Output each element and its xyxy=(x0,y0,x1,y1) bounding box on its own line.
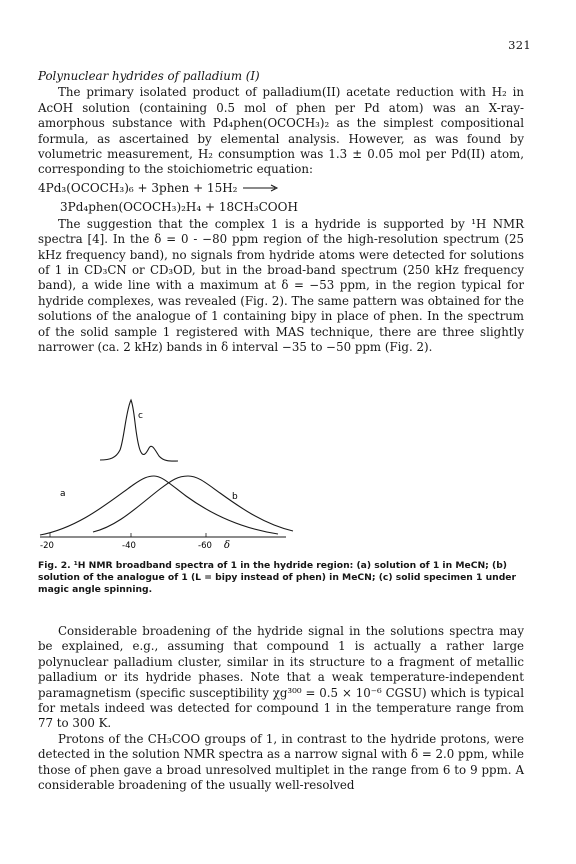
label-b: b xyxy=(232,492,238,502)
equation-line-2: 3Pd₄phen(OCOCH₃)₂H₄ + 18CH₃COOH xyxy=(60,199,298,214)
page-number: 321 xyxy=(508,38,531,52)
label-c: c xyxy=(138,411,143,421)
spectrum-b-curve xyxy=(93,476,293,532)
delta-axis-symbol: δ xyxy=(224,540,231,551)
paragraph-2: The suggestion that the complex 1 is a hydride is supported by ¹H NMR spectra [4]. In the δ = 0 - −80 ppm region of the high-resolution spectrum (25 kHz frequency band), no signals from hydride atoms were detected for solutions of 1 in CD₃CN or CD₃OD, but in the broad-band spectrum (250 kHz frequency band), a wide line with a maximum at δ = −53 ppm, in the region typical for hydride complexes, was revealed (Fig. 2). The same pattern was obtained for the solutions of the analogue of 1 containing bipy in place of phen. In the spectrum of the solid sample 1 registered with MAS technique, there are three slightly narrower (ca. 2 kHz) bands in δ interval −35 to −50 ppm (Fig. 2). xyxy=(38,216,524,355)
spectrum-a-curve xyxy=(40,476,278,535)
tick-label: -40 xyxy=(122,541,136,551)
paragraph-3: Considerable broadening of the hydride signal in the solutions spectra may be explained, e.g., assuming that compound 1 is actually a rather large polynuclear palladium cluster, similar in its structure to a fragment of metallic palladium or its hydride phases. Note that a weak temperature-independent paramagnetism (specific susceptibility χg³⁰⁰ = 0.5 × 10⁻⁶ CGSU) which is typical for metals indeed was detected for compound 1 in the temperature range from 77 to 300 K. xyxy=(38,624,524,731)
spectrum-c-curve xyxy=(100,400,178,461)
figure-caption xyxy=(38,560,524,596)
equation-line-1 xyxy=(38,179,524,197)
equation-left: 4Pd₃(OCOCH₃)₆ + 3phen + 15H₂ xyxy=(38,180,238,195)
reaction-arrow-icon xyxy=(241,183,283,193)
nmr-figure xyxy=(38,388,524,558)
label-a: a xyxy=(60,489,66,499)
tick-label: -20 xyxy=(40,541,54,551)
lower-text-block xyxy=(38,624,524,793)
tick-label: -60 xyxy=(198,541,212,551)
section-title: Polynuclear hydrides of palladium (I) xyxy=(38,69,260,83)
main-text-block xyxy=(38,69,524,356)
caption-text: Fig. 2. ¹H NMR broadband spectra of 1 in the hydride region: (a) solution of 1 in MeCN; (b) solution of the analogue of 1 (L = bipy instead of phen) in MeCN; (c) solid specimen 1 under magic angle spinning. xyxy=(38,560,517,595)
nmr-spectra-plot xyxy=(38,388,524,558)
paragraph-4: Protons of the CH₃COO groups of 1, in contrast to the hydride protons, were detected in the solution NMR spectra as a narrow signal with δ = 2.0 ppm, while those of phen gave a broad unresolved multiplet in the range from 6 to 9 ppm. A considerable broadening of the usually well-resolved xyxy=(38,731,524,793)
paragraph-1: The primary isolated product of palladium(II) acetate reduction with H₂ in AcOH solution (containing 0.5 mol of phen per Pd atom) was an X-ray-amorphous substance with Pd₄phen(OCOCH₃)₂ as the simplest compositional formula, as ascertained by elemental analysis. However, as was found by volumetric measurement, H₂ consumption was 1.3 ± 0.05 mol per Pd(II) atom, corresponding to the stoichiometric equation: xyxy=(38,85,524,177)
